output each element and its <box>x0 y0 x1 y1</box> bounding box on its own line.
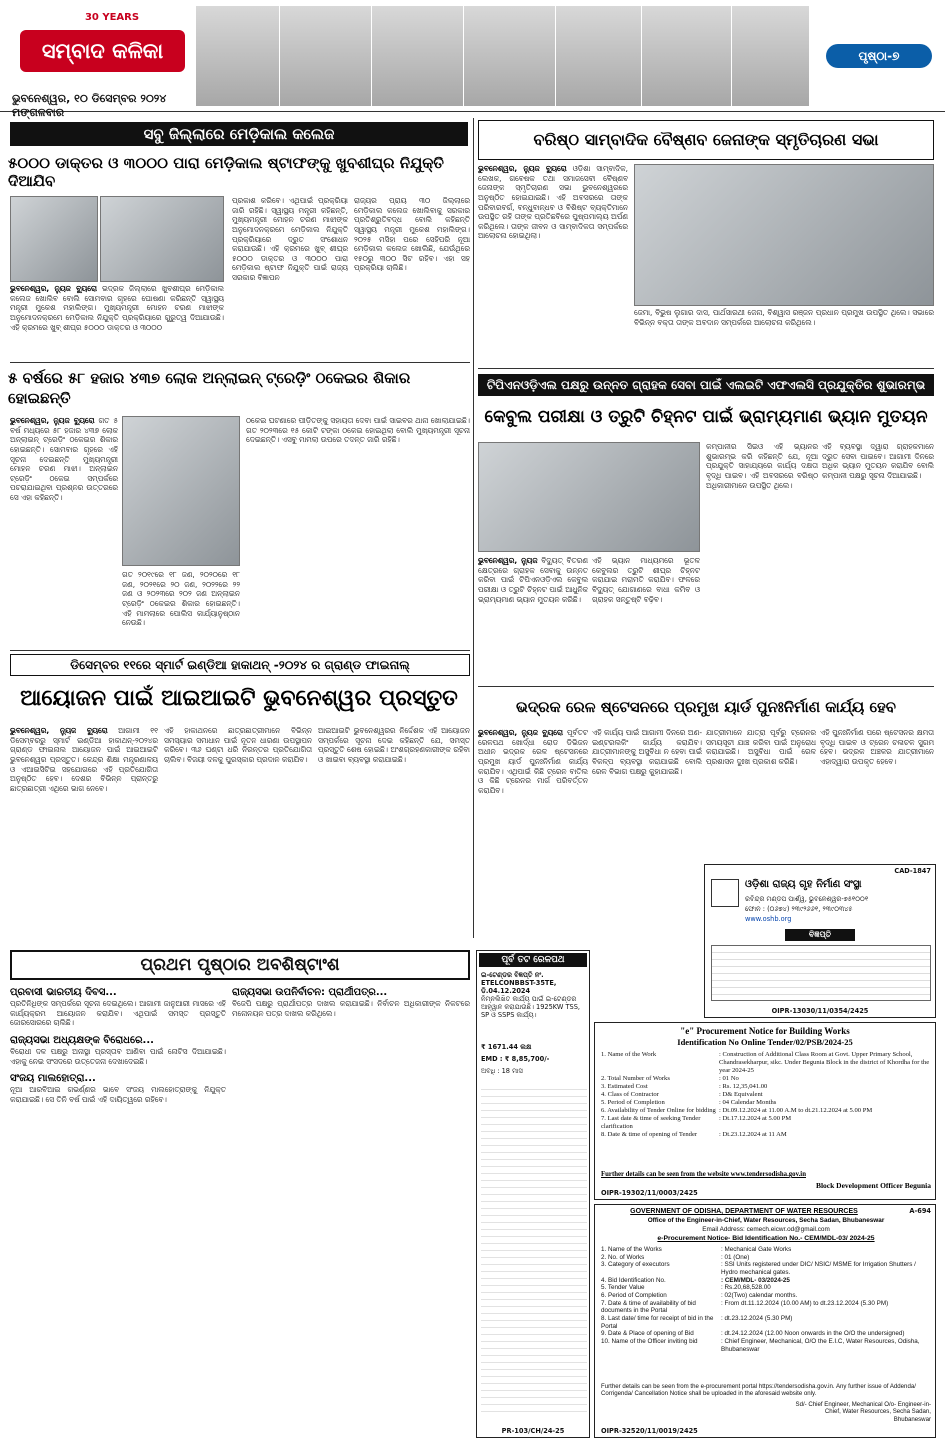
story6-col2: ଏହି କାର୍ଯ୍ୟ ପାଇଁ ଆଗାମୀ ଦିନରେ ଅଣ-ଇଣ୍ଟରଲକିଂ କାର୍ଯ୍ୟ କରାଯିବ। ଯାତ୍ରୀମାନଙ୍କୁ ଅସୁବିଧା ନ ହେବା ପାଇଁ ବିକଳ୍ପ ବ୍ୟବସ୍ଥା କରାଯାଇଛି ବୋଲି ରେଳ ବିଭାଗ ପକ୍ଷରୁ କୁହାଯାଇଛି। <box>592 728 702 776</box>
cont-subhead-1: ପ୍ରବାସୀ ଭାରତୀୟ ଦିବସ... <box>10 987 117 998</box>
header-photo-strip <box>196 6 810 106</box>
story6-dateline: ଭୁବନେଶ୍ୱର, ନ୍ୟୁଜ ବ୍ୟୁରୋ <box>478 728 563 737</box>
story4-headline: କେବୁଲ ପରୀକ୍ଷା ଓ ତ୍ରୁଟି ଚିହ୍ନଟ ପାଇଁ ଭ୍ରାମ୍ୟମାଣ ଭ୍ୟାନ ମୁତୟନ <box>484 407 928 427</box>
row-value: : Chief Engineer, Mechanical, O/O the E.I.C, Water Resources, Odisha, Bhubaneswar <box>721 1338 920 1353</box>
housing-notice-table <box>711 945 931 1001</box>
row-key: 1. Name of the Work <box>601 1051 657 1058</box>
row-key: 2. Total Number of Works <box>601 1075 670 1083</box>
women-photo <box>642 6 732 106</box>
water-ad-notice: e-Procurement Notice- Bid Identification No.- CEM/MDL-03/ 2024-25 <box>657 1235 875 1242</box>
row-key: 4. Class of Contractor <box>601 1091 659 1099</box>
row-key: 5. Tender Value <box>601 1284 645 1292</box>
story3-col1 <box>10 416 118 646</box>
water-ad-email: Email Address: cemech.eicwr.od@gmail.com <box>702 1226 830 1233</box>
temple-photo <box>280 6 372 106</box>
story4-col4: ଏହି ବ୍ୟବସ୍ଥା ଦ୍ୱାରା ଗ୍ରାହକମାନେ ଦ୍ରୁତ ସେବା ପାଇବେ। ଆଗାମୀ ଦିନରେ ଅଧିକ ଭ୍ୟାନ ମୁତୟନ କରାଯିବ ବୋଲି କମ୍ପାନୀ ପକ୍ଷରୁ ସୂଚନା ଦିଆଯାଇଛି। <box>822 442 934 480</box>
story1-dateline: ଭୁବନେଶ୍ୱର, ନ୍ୟୁଜ ବ୍ୟୁରୋ <box>10 284 97 293</box>
procurement-title: "e" Procurement Notice for Building Works <box>680 1026 850 1036</box>
water-row <box>601 1246 931 1254</box>
row-key: 6. Period of Completion <box>601 1292 667 1300</box>
housing-board-ad <box>704 864 936 1018</box>
water-ad-note: Further details can be seen from the e-procurement portal https://tendersodisha.gov.in. Any further issue of Addenda/ Corrigenda/ Cancellation Notice shall be uploaded in the aforesaid website only. <box>601 1383 916 1398</box>
memorial-meeting-photo <box>634 164 934 306</box>
story5-dateline: ଭୁବନେଶ୍ୱର, ନ୍ୟୁଜ ବ୍ୟୁରୋ <box>10 726 108 735</box>
procurement-subtitle: Identification No Online Tender/02/PSB/2024-25 <box>677 1037 853 1047</box>
row-key: 9. Date & Place of opening of Bid <box>601 1330 694 1338</box>
row-key: 10. Name of the Officer inviting bid <box>601 1338 698 1346</box>
railway-tender-period: ଅବଧି : 18 ମାସ <box>481 1067 523 1075</box>
section-divider <box>478 686 934 687</box>
minister-photo <box>10 196 98 282</box>
story1-col2: ପ୍ରକାଶ କରିବେ। ଏଥିପାଇଁ ପ୍ରକ୍ରିୟା ଜାରି ରହିଛି। ସ୍ୱାସ୍ଥ୍ୟ ମନ୍ତ୍ରୀ କହିଛନ୍ତି, ମୁଖ୍ୟମନ୍ତ୍ରୀ ମୋହନ ଚରଣ ମାଝୀଙ୍କ ଅନୁମୋଦନକ୍ରମେ ମେଡ଼ିକାଲ ନିଯୁକ୍ତି ପ୍ରକ୍ରିୟାରେ ଦ୍ରୁତ ସଂଶୋଧନ କରାଯାଉଛି। ଏହି କ୍ରମରେ ଖୁବ୍ ଶୀଘ୍ର ୫୦୦୦ ଡାକ୍ତର ଓ ୩୦୦୦ ପାରା ମେଡ଼ିକାଲ ଷ୍ଟାଫ ନିଯୁକ୍ତି ପାଇଁ ରାଜ୍ୟ ସରକାର ବିଜ୍ଞାପନ <box>232 196 348 282</box>
row-value: : 01 (One) <box>721 1253 750 1261</box>
housing-board-logo <box>711 879 739 907</box>
newspaper-title: ସମ୍ବାଦ କଳିକା <box>20 30 185 72</box>
story3-dateline: ଭୁବନେଶ୍ୱର, ନ୍ୟୁଜ ବ୍ୟୁରୋ <box>10 416 95 425</box>
story5-col1 <box>10 726 158 944</box>
page-number-badge: ପୃଷ୍ଠା-୭ <box>826 44 932 68</box>
story1-kicker: ସବୁ ଜିଲ୍ଲାରେ ମେଡ଼ିକାଲ କଲେଜ <box>10 122 468 146</box>
story5-col2: ଏହି ହାକାଥନରେ ଛାତ୍ରଛାତ୍ରୀମାନେ ବିଭିନ୍ନ ସମସ୍ୟାର ସମାଧାନ ପାଇଁ ନୂତନ ଧାରଣା ଉପସ୍ଥାପନ କରିବେ। ୩୬ ଘଣ୍ଟା ଧରି ନିରନ୍ତର ପ୍ରତିଯୋଗିତା ଚାଲିବ। ବିଜୟୀ ଦଳକୁ ପୁରସ୍କାର ପ୍ରଦାନ କରାଯିବ। <box>164 726 312 764</box>
assembly-building-photo <box>122 416 240 566</box>
row-value: : 02(Two) calendar months. <box>721 1292 798 1300</box>
row-value: : SSI Units registered under DIC/ NSIC/ MSME for Irrigation Shutters / Hydro mechanical gates. <box>721 1261 916 1277</box>
story4-col2: ଏହି ଭ୍ୟାନ ମାଧ୍ୟମରେ ଭୂତଳ କେବୁଲର ତ୍ରୁଟି ଶୀଘ୍ର ଚିହ୍ନଟ କରାଯାଇ ମରାମତି କରାଯିବ। ଫଳରେ ବିଦ୍ୟୁତ୍ ଯୋଗାଣରେ ବାଧା କମିବ ଓ ଗ୍ରାହକ ସନ୍ତୁଷ୍ଟି ବଢ଼ିବ। <box>592 556 700 604</box>
railway-tender-cost: ₹ 1671.44 ଲକ୍ଷ <box>481 1043 532 1051</box>
cont-text-3: ନୂଆ ଆରବିଆଇ ଗଭର୍ଣ୍ଣର ଭାବେ ସଂଜୟ ମାଲହୋତ୍ରାଙ୍କୁ ନିଯୁକ୍ତ କରାଯାଇଛି। ସେ ତିନି ବର୍ଷ ପାଇଁ ଏହି ଦାୟିତ୍ୱରେ ରହିବେ। <box>10 1085 226 1104</box>
row-key: 4. Bid Identification No. <box>601 1276 666 1284</box>
row-value: : dt.24.12.2024 (12.00 Noon onwards in the O/O the undersigned) <box>721 1330 905 1338</box>
railway-ad-body <box>481 1083 587 1413</box>
story6-headline: ଭଦ୍ରକ ରେଳ ଷ୍ଟେସନରେ ପ୍ରମୁଖ ୟାର୍ଡ ପୁନଃନିର୍ମାଣ କାର୍ଯ୍ୟ ହେବ <box>516 698 896 716</box>
story3-headline: ୫ ବର୍ଷରେ ୫୮ ହଜାର ୪୩୭ ଲୋକ ଅନ୍‌ଲାଇନ୍ ଟ୍ରେଡ଼ିଂ ଠକେଇର ଶିକାର ହୋଇଛନ୍ତି <box>8 369 411 407</box>
procurement-row <box>601 1075 931 1083</box>
cont-subhead-4: ରାଜ୍ୟସଭା ଉପନିର୍ବାଚନ: ପ୍ରାର୍ଥୀପତ୍ର... <box>232 987 388 998</box>
handicraft-photo <box>372 6 464 106</box>
section-divider <box>10 650 470 651</box>
row-value: : Dt.17.12.2024 at 5.00 PM <box>719 1115 792 1123</box>
story4-col3: କମ୍ପାନୀର ସିଇଓ ଏହି ଭ୍ୟାନର ଶୁଭାରମ୍ଭ କରି କହିଛନ୍ତି ଯେ, ନୂଆ ପ୍ରଯୁକ୍ତି ସାହାଯ୍ୟରେ କାର୍ଯ୍ୟ ଦକ୍ଷତା ବୃଦ୍ଧି ପାଇବ। ଏହି ଅବସରରେ ବରିଷ୍ଠ ଅଧିକାରୀମାନେ ଉପସ୍ଥିତ ଥିଲେ। <box>706 442 818 490</box>
procurement-row <box>601 1051 931 1075</box>
railway-ad-title: ପୂର୍ବ ତଟ ରେଳପଥ <box>479 953 587 967</box>
story6-text1: ପୂର୍ବତଟ ରେଳପଥ ଖୋର୍ଦ୍ଧା ରୋଡ ଡିଭିଜନ ଅଧୀନ ଭଦ୍ରକ ରେଳ ଷ୍ଟେସନରେ ପ୍ରମୁଖ ୟାର୍ଡ ପୁନଃନିର୍ମାଣ କାର୍ଯ୍ୟ କରାଯିବ। ଏଥିପାଇଁ କିଛି ଟ୍ରେନ ବାତିଲ ଓ କିଛି ଟ୍ରେନର ମାର୍ଗ ପରିବର୍ତ୍ତନ କରାଯିବ। <box>478 728 588 795</box>
story1-headline: ୫୦୦୦ ଡାକ୍ତର ଓ ୩୦୦୦ ପାରା ମେଡ଼ିକାଲ ଷ୍ଟାଫଙ୍କୁ ଖୁବଶୀଘ୍ର ନିଯୁକ୍ତି ଦିଆଯିବ <box>8 154 444 190</box>
procurement-note: Further details can be seen from the website www.tendersodisha.gov.in <box>601 1171 806 1178</box>
row-value: : dt.23.12.2024 (5.30 PM) <box>721 1315 793 1323</box>
procurement-row <box>601 1107 931 1115</box>
water-row <box>601 1292 931 1300</box>
water-ad-office: Office of the Engineer-in-Chief, Water Resources, Secha Sadan, Bhubaneswar <box>647 1217 885 1224</box>
section-divider <box>478 368 934 369</box>
row-value: : 04 Calendar Months <box>719 1099 777 1107</box>
story4-dateline: ଭୁବନେଶ୍ୱର, ନ୍ୟୁଜ <box>478 556 538 565</box>
water-ad-footer: OIPR-32520/11/0019/2425 <box>601 1426 698 1435</box>
story4-text1: ବିଦ୍ୟୁତ୍ ବିତରଣ କ୍ଷେତ୍ରରେ ଗ୍ରାହକ ସେବାକୁ ଉନ୍ନତ କରିବା ପାଇଁ ଟିପିଏନଓଡ଼ିଏଲ କେବୁଲ ପରୀକ୍ଷା ଓ ତ୍ରୁଟି ଚିହ୍ନଟ ପାଇଁ ଆଧୁନିକ ଭ୍ରାମ୍ୟମାଣ ଭ୍ୟାନ ମୁତୟନ କରିଛି। <box>478 556 588 604</box>
water-row <box>601 1284 931 1292</box>
cont-text-2: ବିରୋଧୀ ଦଳ ପକ୍ଷରୁ ଅନାସ୍ଥା ପ୍ରସ୍ତାବ ଆଣିବା ପାଇଁ ନୋଟିସ ଦିଆଯାଇଛି। ଏହାକୁ ନେଇ ସଂସଦରେ ଉତ୍ତେଜନା ଦେଖାଦେଇଛି। <box>10 1046 226 1066</box>
story5-col3: ଆଇଆଇଟି ଭୁବନେଶ୍ୱରର ନିର୍ଦ୍ଦେଶକ ଏହି ଆୟୋଜନ ସମ୍ପର୍କରେ ସୂଚନା ଦେଇ କହିଛନ୍ତି ଯେ, ସମସ୍ତ ପ୍ରସ୍ତୁତି ଶେଷ ହୋଇଛି। ଅଂଶଗ୍ରହଣକାରୀଙ୍କ ରହିବା ଓ ଖାଇବା ବ୍ୟବସ୍ଥା କରାଯାଇଛି। <box>318 726 470 764</box>
story4-col1 <box>478 556 588 680</box>
housing-board-title: ଓଡ଼ିଶା ରାଜ୍ୟ ଗୃହ ନିର୍ମାଣ ସଂସ୍ଥା <box>745 879 862 890</box>
continuation-banner: ପ୍ରଥମ ପୃଷ୍ଠାର ଅବଶିଷ୍ଟାଂଶ <box>10 950 470 980</box>
procurement-row <box>601 1131 931 1139</box>
housing-notice-label: ବିଜ୍ଞପ୍ତି <box>785 929 855 941</box>
railway-tender-desc: ନିମ୍ନଲିଖିତ କାର୍ଯ୍ୟ ପାଇଁ ଇ-ଟେଣ୍ଡର ଆହ୍ୱାନ କରାଯାଉଛି। 1925KW TSS, SP ଓ SSPS କାର୍ଯ୍ୟ। <box>481 995 581 1020</box>
procurement-notice-ad <box>594 1022 936 1200</box>
railway-tender-emd: EMD : ₹ 8,85,700/- <box>481 1055 550 1063</box>
story5-text1: ଆଗାମୀ ୧୧ ଡିସେମ୍ବରରୁ ସ୍ମାର୍ଟ ଇଣ୍ଡିଆ ହାକାଥନ୍-୨୦୨୪ର ଗ୍ରାଣ୍ଡ ଫାଇନାଲ ଆୟୋଜନ ପାଇଁ ଆଇଆଇଟି ଭୁବନେଶ୍ୱର ପ୍ରସ୍ତୁତ। କେନ୍ଦ୍ର ଶିକ୍ଷା ମନ୍ତ୍ରଣାଳୟ ଓ ଏଆଇସିଟିଇ ସହଯୋଗରେ ଏହି ପ୍ରତିଯୋଗିତା ଅନୁଷ୍ଠିତ ହେବ। ଦେଶର ବିଭିନ୍ନ ପ୍ରାନ୍ତରୁ ଛାତ୍ରଛାତ୍ରୀ ଏଥିରେ ଭାଗ ନେବେ। <box>10 726 158 793</box>
railway-ad-footer: PR-103/CH/24-25 <box>501 1426 565 1435</box>
cont-subhead-3: ସଂଜୟ ମାଲହୋତ୍ରା... <box>10 1073 96 1085</box>
procurement-footer: OIPR-19302/11/0003/2425 <box>601 1189 698 1197</box>
newspaper-logo <box>12 8 190 84</box>
railway-tender-ad <box>476 950 590 1438</box>
water-resources-ad <box>594 1204 936 1438</box>
row-value: : Mechanical Gate Works <box>721 1246 792 1253</box>
story5-headline: ଆୟୋଜନ ପାଇଁ ଆଇଆଇଟି ଭୁବନେଶ୍ୱର ପ୍ରସ୍ତୁତ <box>20 686 458 711</box>
procurement-row <box>601 1115 931 1131</box>
temple-photo <box>196 6 280 106</box>
water-ad-table <box>601 1246 931 1353</box>
procurement-row <box>601 1091 931 1099</box>
story6-col1 <box>478 728 588 948</box>
column-divider <box>473 118 474 938</box>
story4-kicker: ଟିପିଏନଓଡ଼ିଏଲ ପକ୍ଷରୁ ଉନ୍ନତ ଗ୍ରାହକ ସେବା ପାଇଁ ଏଲଇଟି ଏଫଏଲସି ପ୍ରଯୁକ୍ତିର ଶୁଭାରମ୍ଭ <box>478 374 934 396</box>
cont-subhead-2: ରାଜ୍ୟସଭା ଅଧ୍ୟକ୍ଷଙ୍କ ବିରୋଧରେ... <box>10 1034 154 1046</box>
water-ad-signatory: Sd/- Chief Engineer, Mechanical O/o- Engineer-in-Chief, Water Resources, Secha Sadan, Bhubaneswar <box>795 1401 931 1423</box>
story3-col3: ଠକେଇ ଘଟଣାରେ ପୀଡ଼ିତଙ୍କୁ ସହାୟତା ଦେବା ପାଇଁ ସାଇବର ଥାନା ଖୋଲାଯାଇଛି। ଗତ ୨୦୨୩ରେ ୧୫ କୋଟି ଟଙ୍କା ଠକେଇ ହୋଇଥିଲା ବୋଲି ମୁଖ୍ୟମନ୍ତ୍ରୀ ସୂଚନା ଦେଇଛନ୍ତି। ଏସବୁ ମାମଲା ଉପରେ ତଦନ୍ତ ଜାରି ରହିଛି। <box>246 416 470 445</box>
story3-col2: ଗତ ୨୦୧୯ରେ ୧୮ ଜଣ, ୨୦୨୦ରେ ୧୮ ଜଣ, ୨୦୨୧ରେ ୨୦ ଜଣ, ୨୦୨୨ରେ ୨୨ ଜଣ ଓ ୨୦୨୩ରେ ୨୦୨ ଜଣ ଅନ୍‌ଲାଇନ ଟ୍ରେଡ଼ିଂ ଠକେଇର ଶିକାର ହୋଇଛନ୍ତି। ଏହି ମାମଲାରେ ପୋଲିସ କାର୍ଯ୍ୟାନୁଷ୍ଠାନ ନେଉଛି। <box>122 570 240 628</box>
procurement-table <box>601 1051 931 1139</box>
story1-text1: ଭଦ୍ରକ ଜିଲ୍ଲାରେ ଖୁବଶୀଘ୍ର ମେଡ଼ିକାଲ କଲେଜ ଖୋଲିବ ବୋଲି ସୋମବାର ଗୃହରେ ଘୋଷଣା କରିଛନ୍ତି ସ୍ୱାସ୍ଥ୍ୟ ମନ୍ତ୍ରୀ ମୁକେଶ ମହାଲିଙ୍ଗ। ମୁଖ୍ୟମନ୍ତ୍ରୀ ମୋହନ ଚରଣ ମାଝୀଙ୍କ ଅନୁମୋଦନକ୍ରମେ ମେଡ଼ିକାଲ ନିଯୁକ୍ତି ପ୍ରକ୍ରିୟାରେ ଗୁରୁତ୍ୱ ଦିଆଯାଉଛି। ଏହି କ୍ରମରେ ଖୁବ୍ ଶୀଘ୍ର ୫୦୦୦ ଡାକ୍ତର ଓ ୩୦୦୦ <box>10 284 224 332</box>
water-row <box>601 1254 931 1262</box>
water-row <box>601 1338 931 1353</box>
row-value: : Dt.09.12.2024 at 11.00 A.M to dt.21.12.2024 at 5.00 PM <box>719 1107 873 1115</box>
story2-photo-caption: ଜେମା, ବିଭୁଷ ଲୁଗାର ଦାସ, ପାର୍ଥସାରଥୀ ଜେନା, ବିଶ୍ୱାସ ରଞ୍ଜନ ପ୍ରଧାନ ପ୍ରମୁଖ ଉପସ୍ଥିତ ଥିଲେ। ସଭାରେ ବିଭିନ୍ନ ବକ୍ତା ତାଙ୍କ ଅବଦାନ ସମ୍ପର୍କରେ ଆଲୋଚନା କରିଥିଲେ। <box>634 308 934 327</box>
water-row <box>601 1300 931 1315</box>
row-key: 6. Availability of Tender Online for bidding <box>601 1107 716 1115</box>
row-value: : From dt.11.12.2024 (10.00 AM) to dt.23.12.2024 (5.30 PM) <box>721 1299 889 1307</box>
story2-headline: ବରିଷ୍ଠ ସାମ୍ବାଦିକ ବୈଷ୍ଣବ ଜେନାଙ୍କ ସ୍ମୃତିଚାରଣ ସଭା <box>478 120 934 160</box>
story6-col4: ଏହି ପୁନଃନିର୍ମାଣ ପରେ ଷ୍ଟେସନର କ୍ଷମତା ବୃଦ୍ଧି ପାଇବ ଓ ଟ୍ରେନ ଚଳାଚଳ ସୁଗମ ହେବ। ଭଦ୍ରକ ଅଞ୍ଚଳର ଯାତ୍ରୀମାନେ ଏହାଦ୍ୱାରା ଉପକୃତ ହେବେ। <box>820 728 934 766</box>
water-row <box>601 1261 931 1276</box>
water-row <box>601 1315 931 1330</box>
temple-photo <box>732 6 810 106</box>
row-value: : CEM/MDL- 03/2024-25 <box>721 1276 790 1284</box>
anniversary-label: 30 YEARS <box>84 12 140 23</box>
masthead-area <box>0 0 945 120</box>
water-row <box>601 1277 931 1285</box>
issue-dateline: ଭୁବନେଶ୍ୱର, ୧୦ ଡିସେମ୍ବର ୨୦୨୪ ମଙ୍ଗଳବାର <box>12 92 167 120</box>
story6-col3: ଯାତ୍ରୀମାନେ ଯାତ୍ରା ପୂର୍ବରୁ ଟ୍ରେନର ସମୟସୂଚୀ ଯାଞ୍ଚ କରିବା ପାଇଁ ଅନୁରୋଧ କରାଯାଇଛି। ଅସୁବିଧା ପାଇଁ ରେଳ ପ୍ରଶାସନ ଦୁଃଖ ପ୍ରକାଶ କରିଛି। <box>706 728 816 766</box>
housing-board-phone: ଫୋନ : (୦୬୭୪) ୨୩୯୨୬୬୧, ୨୩୯୦୩୪୫ <box>745 905 853 913</box>
water-ad-title: GOVERNMENT OF ODISHA, DEPARTMENT OF WATER RESOURCES <box>630 1208 858 1215</box>
procurement-row <box>601 1083 931 1091</box>
minister-closeup-photo <box>100 196 224 282</box>
railway-tender-number: ଇ-ଟେଣ୍ଡର ବିଜ୍ଞପ୍ତି ନଂ. ETELCONBBST-35TE, ଡି.04.12.2024 <box>481 971 557 996</box>
row-value: : Rs.20,68,528.00 <box>721 1284 771 1292</box>
continuation-col1 <box>10 986 226 1436</box>
housing-board-website[interactable]: www.oshb.org <box>745 915 792 923</box>
cont-text-1: ପ୍ରତିନିଧିଙ୍କ ସମ୍ପର୍କରେ ସୂଚନା ଦେଇଥିଲେ। ଆଗାମୀ ଜାନୁଆରୀ ମାସରେ ଏହି କାର୍ଯ୍ୟକ୍ରମ ଆୟୋଜନ କରାଯିବ। ଏଥିପାଇଁ ସମସ୍ତ ପ୍ରସ୍ତୁତି ଜୋରସୋରରେ ଚାଲିଛି। <box>10 999 226 1028</box>
row-key: 8. Last date/ time for receipt of bid in the Portal <box>601 1315 714 1330</box>
children-photo <box>464 6 556 106</box>
story1-col3: ରାଜ୍ୟର ପ୍ରାୟ ୩୦ ଜିଲ୍ଲାରେ ମେଡ଼ିକାଲ କଲେଜ ଖୋଲିବାକୁ ସରକାର ପ୍ରତିଶ୍ରୁତିବଦ୍ଧ ବୋଲି କହିଛନ୍ତି ସ୍ୱାସ୍ଥ୍ୟ ମନ୍ତ୍ରୀ ମୁକେଶ ମହାଲିଙ୍ଗ। ୨୦୨୫ ମସିହା ପରେ ସେହିପରି ନୂଆ ମେଡ଼ିକାଲ କଲେଜ ଖୋଲିଛି, ଯେଉଁଥିରେ ୧୫୦ରୁ ୩୦୦ ସିଟ ରହିବ। ଏହା ସହ ପ୍ରକ୍ରିୟା ଚାଲିଛି। <box>354 196 470 273</box>
row-key: 3. Estimated Cost <box>601 1083 648 1091</box>
story3-text1: ଗତ ୫ ବର୍ଷ ମଧ୍ୟରେ ୫୮ ହଜାର ୪୩୭ ଲୋକ ଅନ୍‌ଲାଇନ୍ ଟ୍ରେଡ଼ିଂ ଠକେଇର ଶିକାର ହୋଇଛନ୍ତି। ସୋମବାର ଗୃହରେ ଏହି ସୂଚନା ଦେଇଛନ୍ତି ମୁଖ୍ୟମନ୍ତ୍ରୀ ମୋହନ ଚରଣ ମାଝୀ। ଅନ୍‌ଲାଇନ ଟ୍ରେଡ଼ିଂ ଠକେଇ ସମ୍ପର୍କରେ ପଚରାଯାଇଥିବା ପ୍ରଶ୍ନର ଉତ୍ତରରେ ସେ ଏହା କହିଛନ୍ତି। <box>10 416 118 502</box>
row-key: 3. Category of executors <box>601 1261 670 1269</box>
procurement-row <box>601 1099 931 1107</box>
story2-col1 <box>478 164 628 306</box>
story2-dateline: ଭୁବନେଶ୍ୱର, ନ୍ୟୁଜ ବ୍ୟୁରୋ <box>478 164 567 173</box>
story5-kicker: ଡିସେମ୍ବର ୧୧ରେ ସ୍ମାର୍ଟ ଇଣ୍ଡିଆ ହାକାଥନ୍ -୨୦୨୪ ର ଗ୍ରାଣ୍ଡ ଫାଇନାଲ୍ <box>10 654 470 676</box>
cont-text-4: ବିଜେପି ପକ୍ଷରୁ ପ୍ରାର୍ଥୀପତ୍ର ଦାଖଲ କରାଯାଇଛି। ନିର୍ବାଚନ ଅଧିକାରୀଙ୍କ ନିକଟରେ ମନୋନୟନ ପତ୍ର ଦାଖଲ କରିଥିଲେ। <box>232 999 470 1018</box>
rangoli-photo <box>556 6 642 106</box>
housing-ad-footer: OIPR-13030/11/0354/2425 <box>771 1006 869 1015</box>
water-row <box>601 1330 931 1338</box>
row-value: : D& Equivalent <box>719 1091 763 1099</box>
mobile-van-launch-photo <box>478 442 700 552</box>
continuation-col2 <box>232 986 470 1436</box>
housing-board-address: ରବିନ୍ଦ୍ର ମଣ୍ଡପ ପାର୍ଶ୍ୱ, ଭୁବନେଶ୍ୱର-୭୫୧୦୦୧ <box>745 895 869 903</box>
section-divider <box>10 362 470 363</box>
row-key: 2. No. of Works <box>601 1253 645 1261</box>
row-key: 7. Last date & time of seeking Tender clarification <box>601 1115 701 1131</box>
row-value: : 01 No <box>719 1075 739 1083</box>
procurement-signatory: Block Development Officer Begunia <box>815 1181 931 1190</box>
row-value: : Construction of Additional Class Room at Govt. Upper Primary School, Chandrasekharpur, sikc. Under Begunia Block in the district of Khordha for the year 2024-25 <box>719 1051 930 1075</box>
story1-col1 <box>10 284 224 338</box>
water-ad-code: A-694 <box>909 1207 931 1215</box>
row-key: 1. Name of the Works <box>601 1246 662 1253</box>
row-value: : Rs. 12,35,041.00 <box>719 1083 768 1091</box>
story2-text: ଓଡ଼ିଶା ସାମ୍ବାଦିକ, ଲେଖକ, ଗବେଷକ ତଥା ସମାଜସେବୀ ବୈଷ୍ଣବ ଜେନାଙ୍କ ସ୍ମୃତିଚାରଣ ସଭା ଭୁବନେଶ୍ୱରରେ ଅନୁଷ୍ଠିତ ହୋଇଯାଇଛି। ଏହି ଅବସରରେ ତାଙ୍କ ପରିବାରବର୍ଗ, ବନ୍ଧୁବାନ୍ଧବ ଓ ବିଶିଷ୍ଟ ବ୍ୟକ୍ତିମାନେ ଉପସ୍ଥିତ ରହି ତାଙ୍କ ପ୍ରତିଛବିରେ ପୁଷ୍ପମାଲ୍ୟ ଅର୍ପଣ କରିଥିଲେ। ତାଙ୍କ ଜୀବନ ଓ ସାମ୍ବାଦିକତା ସମ୍ପର୍କରେ ଆଲୋଚନା ହୋଇଥିଲା। <box>478 164 628 241</box>
row-key: 7. Date & time of availability of bid documents in the Portal <box>601 1299 696 1315</box>
row-value: : Dt.23.12.2024 at 11 AM <box>719 1131 787 1139</box>
row-key: 8. Date & time of opening of Tender <box>601 1131 698 1139</box>
ad-code: CAD-1847 <box>894 867 931 875</box>
row-key: 5. Period of Completion <box>601 1099 665 1107</box>
